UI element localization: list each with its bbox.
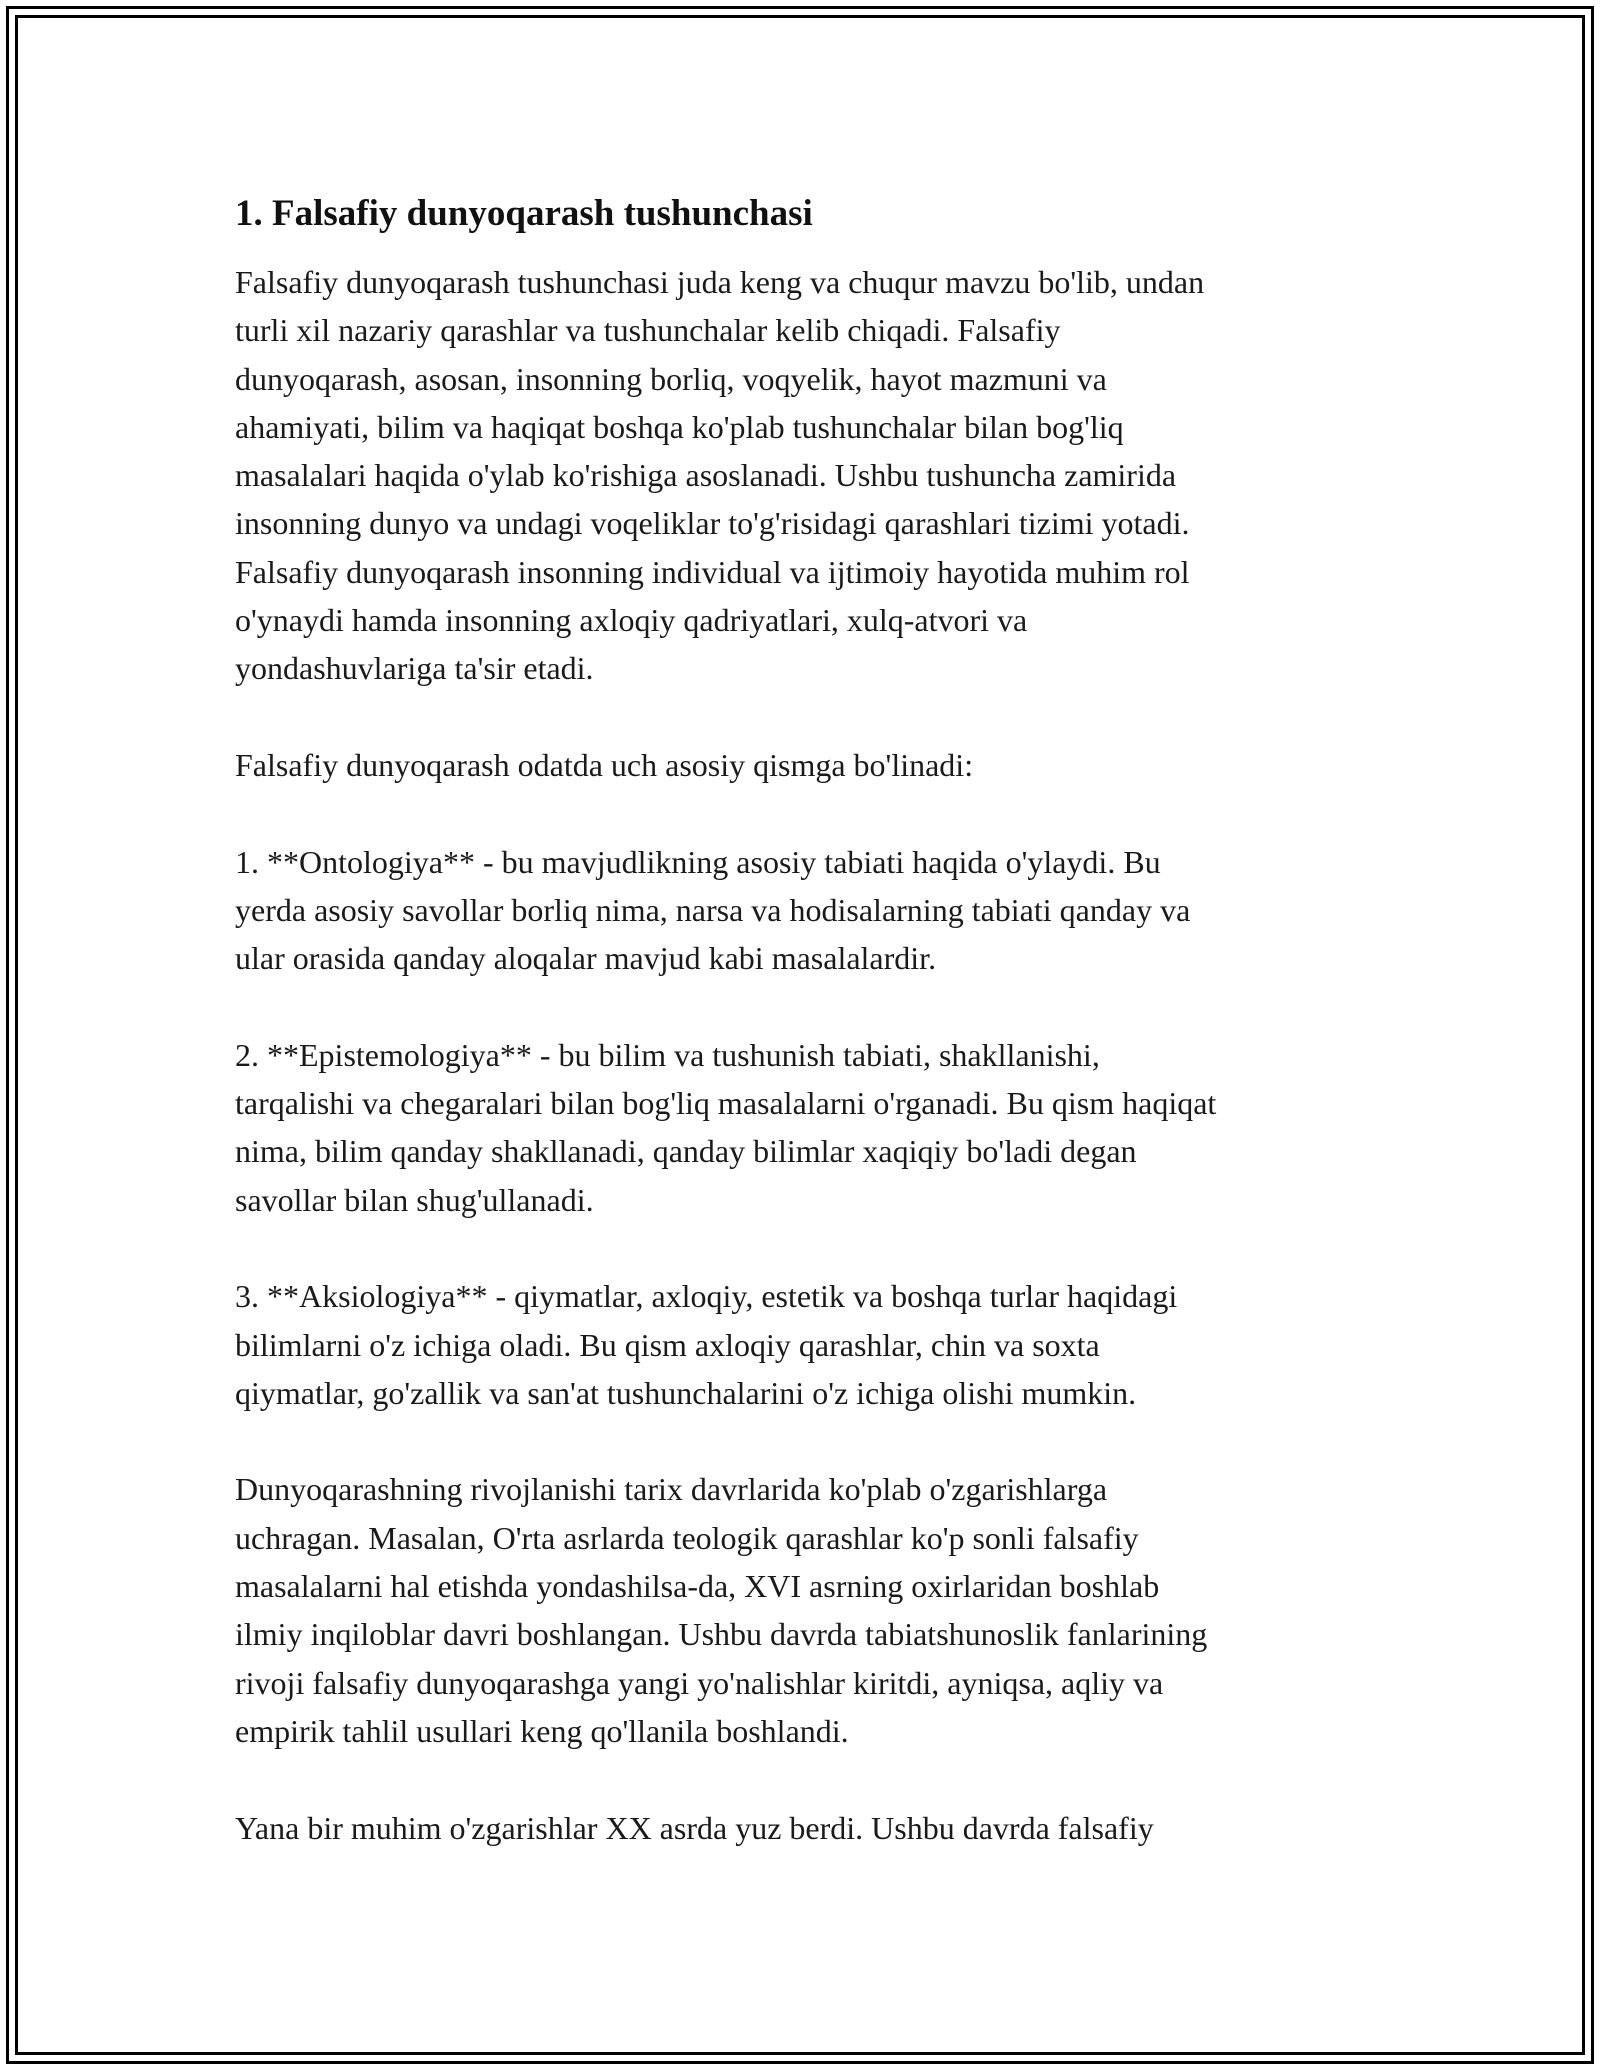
paragraph-ontology: 1. **Ontologiya** - bu mavjudlikning asosiy tabiati haqida o'ylaydi. Bu yerda asosiy savollar borliq nima, narsa va hodisalarning tabiati qanday va ular orasida qanday aloqalar mavjud kabi masalalardir. (235, 843, 1191, 977)
paragraph-epistemology: 2. **Epistemologiya** - bu bilim va tushunish tabiati, shakllanishi, tarqalishi va chegaralari bilan bog'liq masalalarni o'rganadi. Bu qism haqiqat nima, bilim qanday shakllanadi, qanday bilimlar xaqiqiy bo'ladi degan savollar bilan shug'ullanadi. (235, 1036, 1217, 1218)
document-title: 1. Falsafiy dunyoqarash tushunchasi (235, 193, 813, 234)
document-body (235, 190, 1375, 1900)
paragraph-twentieth-century: Yana bir muhim o'zgarishlar XX asrda yuz berdi. Ushbu davrda falsafiy (235, 1809, 1154, 1846)
paragraph-axiology: 3. **Aksiologiya** - qiymatlar, axloqiy, estetik va boshqa turlar haqidagi bilimlarni o'z ichiga oladi. Bu qism axloqiy qarashlar, chin va soxta qiymatlar, go'zallik va san'at tushunchalarini o'z ichiga olishi mumkin. (235, 1278, 1178, 1411)
paragraph-parts-intro: Falsafiy dunyoqarash odatda uch asosiy qismga bo'linadi: (235, 746, 974, 783)
paragraph-intro: Falsafiy dunyoqarash tushunchasi juda keng va chuqur mavzu bo'lib, undan turli xil nazariy qarashlar va tushunchalar kelib chiqadi. Falsafiy dunyoqarash, asosan, insonning borliq, voqyelik, hayot mazmuni va ahamiyati, bilim va haqiqat boshqa ko'plab tushunchalar bilan bog'liq masalalari haqida o'ylab ko'rishiga asoslanadi. Ushbu tushuncha zamirida insonning dunyo va undagi voqeliklar to'g'risidagi qarashlari tizimi yotadi. Falsafiy dunyoqarash insonning individual va ijtimoiy hayotida muhim rol o'ynaydi hamda insonning axloqiy qadriyatlari, xulq-atvori va yondashuvlariga ta'sir etadi. (235, 264, 1205, 687)
paragraph-history: Dunyoqarashning rivojlanishi tarix davrlarida ko'plab o'zgarishlarga uchragan. Masalan, O'rta asrlarda teologik qarashlar ko'p sonli falsafiy masalalarni hal etishda yondashilsa-da, XVI asrning oxirlaridan boshlab ilmiy inqiloblar davri boshlangan. Ushbu davrda tabiatshunoslik fanlarining rivoji falsafiy dunyoqarashga yangi yo'nalishlar kiritdi, ayniqsa, aqliy va empirik tahlil usullari keng qo'llanila boshlandi. (235, 1471, 1208, 1749)
